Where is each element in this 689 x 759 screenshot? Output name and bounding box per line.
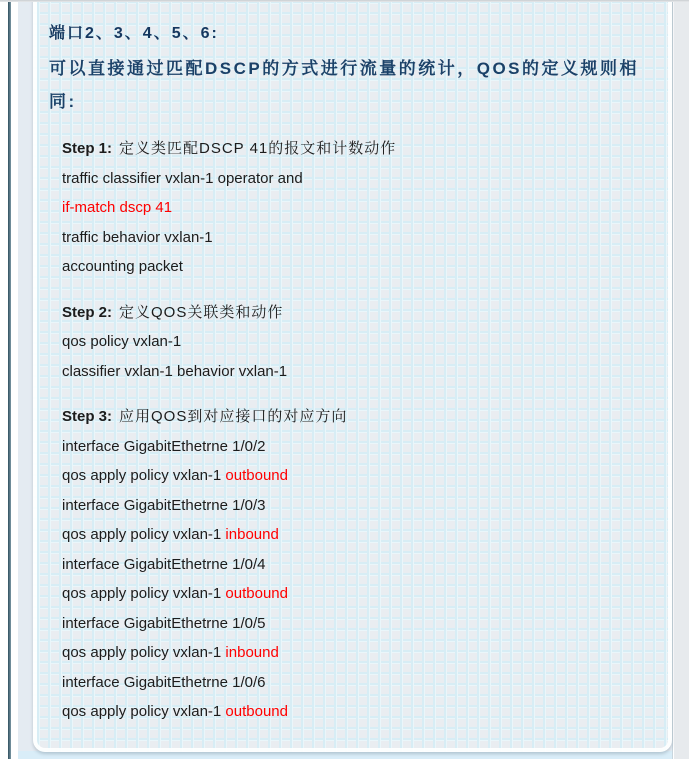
config-segment-highlight: inbound bbox=[225, 644, 279, 661]
panel-inner bbox=[37, 0, 668, 727]
grid-panel bbox=[33, 0, 672, 752]
config-line bbox=[62, 550, 660, 580]
steps-list bbox=[62, 134, 660, 727]
config-line bbox=[62, 432, 660, 462]
step-heading bbox=[62, 134, 660, 164]
config-segment-highlight: outbound bbox=[225, 467, 288, 484]
config-line bbox=[62, 668, 660, 698]
config-segment: traffic behavior vxlan-1 bbox=[62, 228, 213, 246]
config-segment: qos apply policy vxlan-1 bbox=[62, 703, 226, 720]
config-segment: qos apply policy vxlan-1 bbox=[62, 526, 226, 543]
step-section-1 bbox=[62, 134, 660, 282]
config-line bbox=[62, 697, 660, 727]
config-line bbox=[62, 223, 660, 253]
config-line bbox=[62, 491, 660, 521]
top-border-line bbox=[0, 0, 689, 2]
config-segment-highlight: inbound bbox=[225, 526, 279, 543]
config-segment: qos apply policy vxlan-1 bbox=[62, 585, 226, 602]
config-segment: interface GigabitEthetrne 1/0/2 bbox=[62, 437, 266, 455]
config-segment-highlight: if-match dscp 41 bbox=[62, 199, 173, 216]
intro-line-2: 同: bbox=[49, 92, 77, 111]
intro-line-1: 可以直接通过匹配DSCP的方式进行流量的统计，QOS的定义规则相 bbox=[49, 59, 640, 78]
config-line bbox=[62, 579, 660, 609]
config-segment-highlight: outbound bbox=[225, 703, 288, 720]
intro-paragraph bbox=[49, 52, 660, 118]
config-segment: traffic classifier vxlan-1 operator and bbox=[62, 169, 303, 187]
config-segment: qos policy vxlan-1 bbox=[62, 333, 182, 350]
config-line bbox=[62, 252, 660, 282]
step-heading bbox=[62, 402, 660, 432]
config-line bbox=[62, 164, 660, 194]
config-line bbox=[62, 520, 660, 550]
config-segment: qos apply policy vxlan-1 bbox=[62, 467, 226, 484]
config-segment: interface GigabitEthetrne 1/0/5 bbox=[62, 614, 266, 632]
step-label: Step 3: bbox=[62, 408, 113, 425]
config-line bbox=[62, 638, 660, 668]
config-segment-highlight: outbound bbox=[225, 585, 288, 602]
step-label: Step 1: bbox=[62, 140, 113, 157]
step-section-2 bbox=[62, 298, 660, 387]
config-segment: qos apply policy vxlan-1 bbox=[62, 644, 226, 661]
left-vertical-rule bbox=[8, 0, 11, 759]
step-section-3 bbox=[62, 402, 660, 727]
config-line bbox=[62, 193, 660, 223]
config-segment: interface GigabitEthetrne 1/0/6 bbox=[62, 673, 266, 691]
right-margin bbox=[674, 0, 689, 759]
config-line bbox=[62, 327, 660, 357]
config-line bbox=[62, 357, 660, 387]
page-title: 端口2、3、4、5、6: bbox=[49, 25, 219, 42]
config-line bbox=[62, 609, 660, 639]
step-description: 定义类匹配DSCP 41的报文和计数动作 bbox=[119, 140, 397, 157]
step-heading bbox=[62, 298, 660, 328]
config-segment: classifier vxlan-1 behavior vxlan-1 bbox=[62, 362, 288, 380]
content-container bbox=[18, 0, 673, 759]
step-description: 定义QOS关联类和动作 bbox=[119, 303, 284, 321]
bottom-strip bbox=[18, 751, 672, 759]
config-line bbox=[62, 461, 660, 491]
config-segment: interface GigabitEthetrne 1/0/3 bbox=[62, 496, 266, 514]
step-description: 应用QOS到对应接口的对应方向 bbox=[119, 408, 348, 425]
config-segment: interface GigabitEthetrne 1/0/4 bbox=[62, 555, 266, 573]
config-segment: accounting packet bbox=[62, 258, 183, 275]
step-label: Step 2: bbox=[62, 303, 113, 321]
